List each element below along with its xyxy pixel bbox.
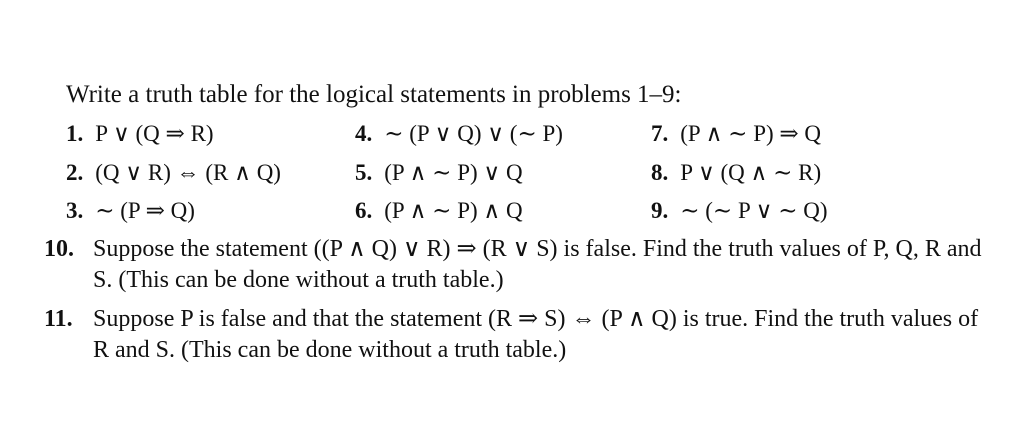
problem-number: 8. — [651, 160, 669, 185]
problem-expression: ∼ (P ∨ Q) ∨ (∼ P) — [384, 121, 563, 146]
problem-number: 10. — [44, 236, 74, 262]
problem-4 — [355, 119, 563, 149]
problem-number: 11. — [44, 306, 73, 332]
problem-expression: (Q ∨ R) ⇔ (R ∧ Q) — [95, 160, 281, 185]
problem-number: 2. — [66, 160, 84, 185]
problem-number: 7. — [651, 121, 669, 146]
problem-expression: ∼ (∼ P ∨ ∼ Q) — [680, 198, 828, 223]
problem-number: 4. — [355, 121, 373, 146]
problem-number: 6. — [355, 198, 373, 223]
problem-number: 1. — [66, 121, 84, 146]
problem-row-1 — [0, 119, 1023, 149]
problem-expression: (P ∧ ∼ P) ⇒ Q — [680, 121, 822, 146]
problem-6 — [355, 196, 523, 226]
problem-row-2 — [0, 158, 1023, 188]
problem-2 — [66, 158, 281, 188]
problem-5 — [355, 158, 523, 188]
problem-number: 9. — [651, 198, 669, 223]
problem-text: Suppose P is false and that the statement (R ⇒ S) ⇔ (P ∧ Q) is true. Find the truth values of R and S. (This can be done without a truth table.) — [93, 306, 979, 363]
problem-row-3 — [0, 196, 1023, 226]
problem-11 — [44, 304, 984, 366]
problem-number: 5. — [355, 160, 373, 185]
problem-number: 3. — [66, 198, 84, 223]
problem-9 — [651, 196, 828, 226]
problem-expression: P ∨ (Q ⇒ R) — [95, 121, 214, 146]
problem-expression: P ∨ (Q ∧ ∼ R) — [680, 160, 822, 185]
problem-expression: (P ∧ ∼ P) ∨ Q — [384, 160, 523, 185]
problem-1 — [66, 119, 214, 149]
problem-expression: ∼ (P ⇒ Q) — [95, 198, 195, 223]
problem-8 — [651, 158, 821, 188]
instructions-heading: Write a truth table for the logical statements in problems 1–9: — [66, 81, 682, 108]
problem-7 — [651, 119, 821, 149]
problem-text: Suppose the statement ((P ∧ Q) ∨ R) ⇒ (R ∨ S) is false. Find the truth values of P, Q, R and S. (This can be done without a truth table.) — [93, 236, 982, 293]
problem-10 — [44, 234, 984, 296]
problem-3 — [66, 196, 195, 226]
problem-expression: (P ∧ ∼ P) ∧ Q — [384, 198, 523, 223]
